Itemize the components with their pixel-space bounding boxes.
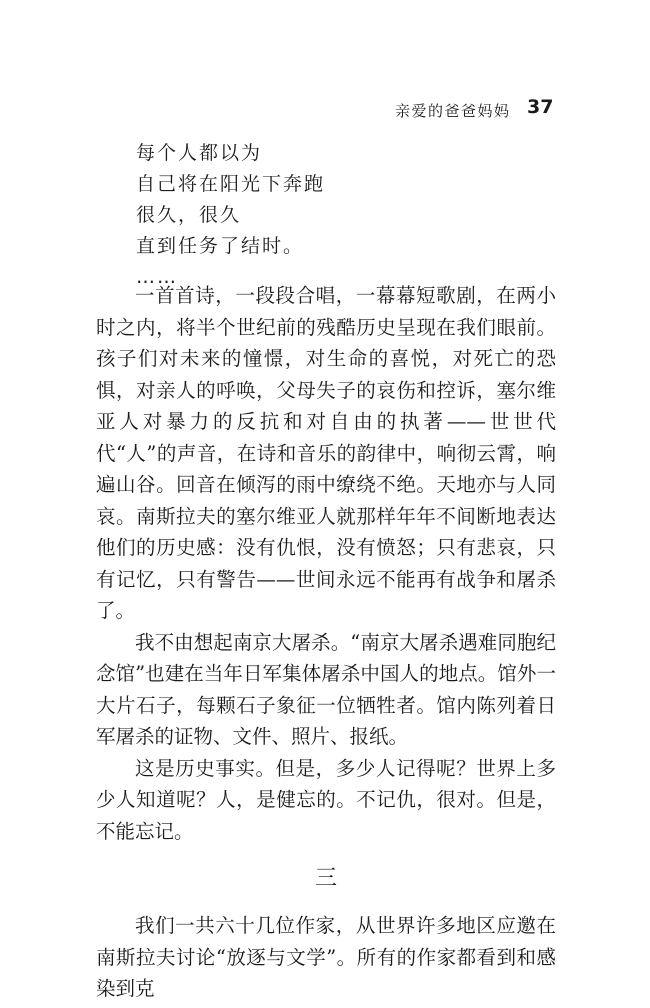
poem-ellipsis: …… xyxy=(136,266,178,288)
poem-line: 自己将在阳光下奔跑 xyxy=(136,173,326,195)
paragraph: 我不由想起南京大屠杀。“南京大屠杀遇难同胞纪念馆”也建在当年日军集体屠杀中国人的地点。馆外一大片石子，每颗石子象征一位牺牲者。馆内陈列着日军屠杀的证物、文件、照片、报纸。 xyxy=(96,630,556,748)
paragraph: 我们一共六十几位作家，从世界许多地区应邀在南斯拉夫讨论“放逐与文学”。所有的作家都看到和感染到克 xyxy=(96,914,556,1000)
section-gap xyxy=(96,902,556,910)
chapter-title: 亲爱的爸爸妈妈 xyxy=(395,102,511,120)
section-heading: 三 xyxy=(314,866,337,891)
poem-line: 每个人都以为 xyxy=(136,142,263,164)
body-text xyxy=(96,280,556,1005)
running-header xyxy=(0,94,650,122)
poem-line: 直到任务了结时。 xyxy=(136,235,305,257)
page-number: 37 xyxy=(527,96,554,118)
poem-line: 很久，很久 xyxy=(136,204,242,226)
poem-excerpt xyxy=(136,138,536,293)
paragraph: 这是历史事实。但是，多少人记得呢？世界上多少人知道呢？人，是健忘的。不记仇，很对。但是，不能忘记。 xyxy=(96,756,556,843)
paragraph: 一首首诗，一段段合唱，一幕幕短歌剧，在两小时之内，将半个世纪前的残酷历史呈现在我们眼前。孩子们对未来的憧憬，对生命的喜悦，对死亡的恐惧，对亲人的呼唤，父母失子的哀伤和控诉，塞尔维亚人对暴力的反抗和对自由的执著——世世代代“人”的声音，在诗和音乐的韵律中，响彻云霄，响遍山谷。回音在倾泻的雨中缭绕不绝。天地亦与人同哀。南斯拉夫的塞尔维亚人就那样年年不间断地表达他们的历史感：没有仇恨，没有愤怒；只有悲哀，只有记忆，只有警告——世间永远不能再有战争和屠杀了。 xyxy=(96,284,556,622)
